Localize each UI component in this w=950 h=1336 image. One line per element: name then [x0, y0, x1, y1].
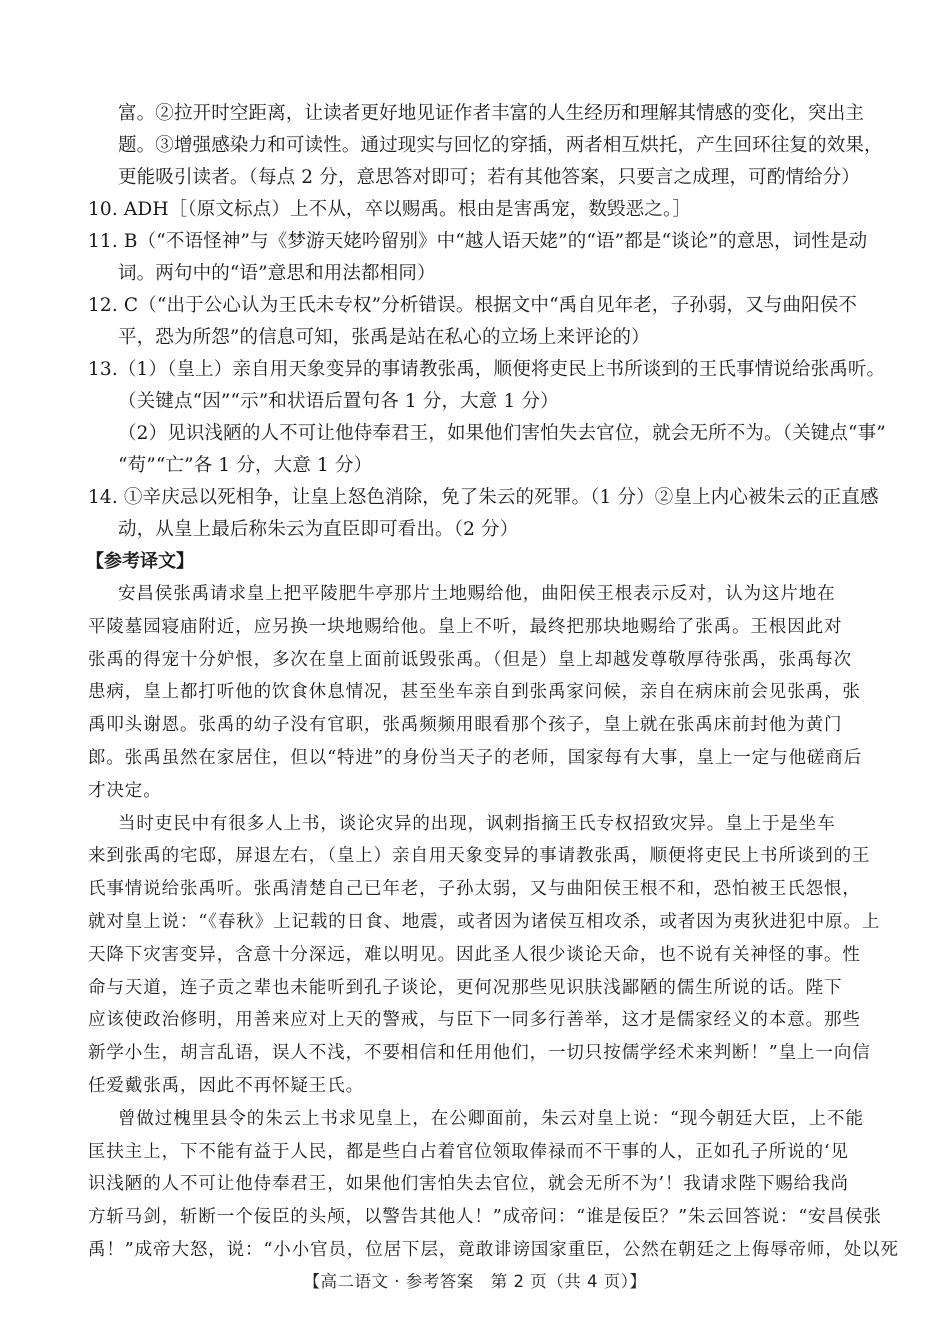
text-line: 平，恐为所怨”的信息可知，张禹是站在私心的立场上来评论的）: [118, 327, 650, 348]
text-line: （关键点“因”“示”和状语后置句各 1 分，大意 1 分）: [118, 391, 559, 412]
text-line: 识浅陋的人不可让他侍奉君王，如果他们害怕失去官位，就会无所不为’！我请求陛下赐给我尚: [88, 1174, 849, 1195]
text-line: 才决定。: [88, 780, 162, 801]
answer-13: [88, 354, 886, 482]
text-line: 新学小生，胡言乱语，误人不浅，不要相信和任用他们，一切只按儒学经术来判断！”皇上一向信: [88, 1043, 871, 1064]
text-line: 氏事情说给张禹听。张禹清楚自己已年老，子孙太弱，又与曲阳侯王根不和，恐怕被王氏怨恨，: [88, 879, 861, 900]
section-heading: 【参考译文】: [86, 551, 194, 572]
text-line: 安昌侯张禹请求皇上把平陵肥牛亭那片土地赐给他，曲阳侯王根表示反对，认为这片地在: [118, 584, 836, 604]
text-line: 词。两句中的“语”意思和用法都相同）: [118, 263, 436, 284]
text-line: 任爱戴张禹，因此不再怀疑王氏。: [88, 1075, 364, 1096]
text-line: 12. C（“出于公心认为王氏未专权”分析错误。根据文中“禹自见年老，子孙弱，又与曲阳侯不: [88, 295, 858, 316]
text-line: 当时吏民中有很多人上书，谈论灾异的出现，讽刺指摘王氏专权招致灾异。皇上于是坐车: [118, 813, 836, 834]
text-line: 禹叩头谢恩。张禹的幼子没有官职，张禹频频用眼看那个孩子，皇上就在张禹床前封他为黄门: [88, 715, 843, 736]
text-line: 11. B（“不语怪神”与《梦游天姥吟留别》中“越人语天姥”的“语”都是“谈论”的意思，词性是动: [88, 231, 868, 252]
text-line: 动，从皇上最后称朱云为直臣即可看出。（2 分）: [118, 519, 519, 540]
text-line: 患病，皇上都打听他的饮食休息情况，甚至坐车亲自到张禹家问候，亲自在病床前会见张禹，张: [88, 682, 861, 703]
text-line: 张禹的得宠十分妒恨，多次在皇上面前诋毁张禹。（但是）皇上却越发尊敬厚待张禹，张禹每次: [88, 649, 853, 670]
text-line: 14. ①辛庆忌以死相争，让皇上怒色消除，免了朱云的死罪。（1 分）②皇上内心被朱云的正直感: [88, 487, 879, 508]
text-line: 郎。张禹虽然在家居住，但以“特进”的身份当天子的老师，国家每有大事，皇上一定与他磋商后: [88, 747, 863, 768]
text-line: 禹！”成帝大怒，说：“小小官员，位居下层，竟敢诽谤国家重臣，公然在朝廷之上侮辱帝师，处以死: [88, 1239, 899, 1260]
translation-paragraph-3: [88, 1103, 899, 1267]
text-line: 就对皇上说：“《春秋》上记载的日食、地震，或者因为诸侯互相攻杀，或者因为夷狄进犯中原。上: [88, 911, 881, 932]
text-line: 10. ADH［（原文标点）上不从，卒以赐禹。根由是害禹宠，数毁恶之。］: [88, 199, 692, 220]
text-line: 13.（1）（皇上）亲自用天象变异的事请教张禹，顺便将吏民上书所谈到的王氏事情说给张禹听。: [88, 359, 886, 380]
translation-paragraph-1: [88, 578, 868, 808]
text-line: 富。②拉开时空距离，让读者更好地见证作者丰富的人生经历和理解其情感的变化，突出主: [118, 103, 865, 124]
text-line: 应该使政治修明，用善来应对上天的警戒，与臣下一同多行善举，这才是儒家经义的本意。那些: [88, 1010, 861, 1031]
text-line: 平陵墓园寝庙附近，应另换一块地赐给他。皇上不听，最终把那块地赐给了张禹。王根因此对: [88, 616, 843, 637]
text-line: 天降下灾害变异，含意十分深远，难以明见。因此圣人很少谈论天命，也不说有关神怪的事。性: [88, 944, 861, 965]
answer-12: [88, 290, 868, 354]
text-line: 曾做过槐里县令的朱云上书求见皇上，在公卿面前，朱云对皇上说：“现今朝廷大臣，上不能: [118, 1108, 864, 1129]
answer-11: [88, 226, 868, 290]
text-line: “苟”“亡”各 1 分，大意 1 分）: [118, 455, 373, 476]
text-line: 匡扶主上，下不能有益于人民，都是些白占着官位领取俸禄而不干事的人，正如孔子所说的‘见: [88, 1141, 849, 1162]
text-line: 更能吸引读者。（每点 2 分，意思答对即可；若有其他答案，只要言之成理，可酌情给分）: [118, 167, 861, 188]
answer-9-continued: [88, 98, 883, 194]
text-line: 题。③增强感染力和可读性。通过现实与回忆的穿插，两者相互烘托，产生回环往复的效果，: [118, 135, 883, 156]
text-line: 方斩马剑，斩断一个佞臣的头颅，以警告其他人！”成帝问：“谁是佞臣？”朱云回答说：“安昌侯张: [88, 1207, 882, 1228]
translation-paragraph-2: [88, 808, 881, 1103]
text-line: 来到张禹的宅邸，屏退左右，（皇上）亲自用天象变异的事请教张禹，顺便将吏民上书所谈到的王: [88, 846, 871, 867]
answer-14: [88, 482, 879, 546]
page-body: [86, 98, 899, 1267]
page-footer: 【高二语文 · 参考答案 第 2 页（共 4 页）】: [303, 1272, 647, 1291]
text-line: 命与天道，连子贡之辈也未能听到孔子谈论，更何况那些见识肤浅鄙陋的儒生所说的话。陛下: [88, 977, 843, 998]
text-line: （2）见识浅陋的人不可让他侍奉君王，如果他们害怕失去官位，就会无所不为。（关键点“事”: [118, 423, 886, 444]
answer-10: [88, 194, 868, 226]
